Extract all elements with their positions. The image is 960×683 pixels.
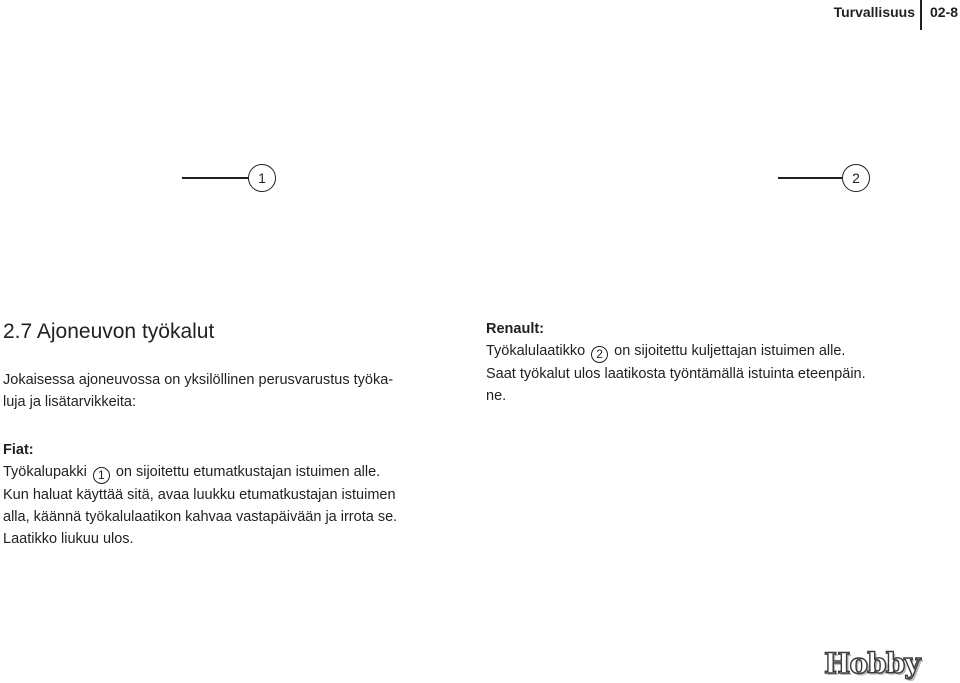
renault-marker-2: 2 <box>591 346 608 363</box>
page-number: 02-8 <box>930 4 959 20</box>
fiat-line-2: Kun haluat käyttää sitä, avaa luukku etumatkustajan istuimen <box>3 486 396 503</box>
renault-line-1 <box>486 340 866 363</box>
fiat-line-1-start: Työkalupakki <box>3 464 87 480</box>
renault-block <box>486 318 866 407</box>
header-divider <box>920 0 922 30</box>
intro-paragraph <box>3 369 393 413</box>
renault-line-1-end: on sijoitettu kuljettajan istuimen alle. <box>614 343 846 359</box>
fiat-line-4: Laatikko liukuu ulos. <box>3 530 134 547</box>
callout-1-marker: 1 <box>248 164 276 192</box>
hobby-logo: Hobby <box>824 647 920 680</box>
fiat-block <box>3 439 397 550</box>
fiat-line-1 <box>3 461 397 484</box>
renault-line-2: Saat työkalut ulos laatikosta työntämällä istuinta eteenpäin. <box>486 365 866 382</box>
callout-2-marker: 2 <box>842 164 870 192</box>
fiat-line-3: alla, käännä työkalulaatikon kahvaa vastapäivään ja irrota se. <box>3 508 398 525</box>
callout-1-leader-line <box>182 177 250 179</box>
renault-line-3: ne. <box>486 387 507 404</box>
intro-line-1: Jokaisessa ajoneuvossa on yksilöllinen perusvarustus työka- <box>3 372 394 388</box>
renault-heading: Renault: <box>486 321 544 337</box>
fiat-marker-1: 1 <box>93 467 110 484</box>
callout-2-leader-line <box>778 177 844 179</box>
fiat-line-1-end: on sijoitettu etumatkustajan istuimen alle. <box>115 464 381 480</box>
section-title: 2.7 Ajoneuvon työkalut <box>3 320 215 343</box>
renault-line-1-start: Työkalulaatikko <box>486 343 586 359</box>
fiat-heading: Fiat: <box>3 442 34 458</box>
header-section-title: Turvallisuus <box>833 4 915 20</box>
intro-line-2: luja ja lisätarvikkeita: <box>3 394 136 410</box>
